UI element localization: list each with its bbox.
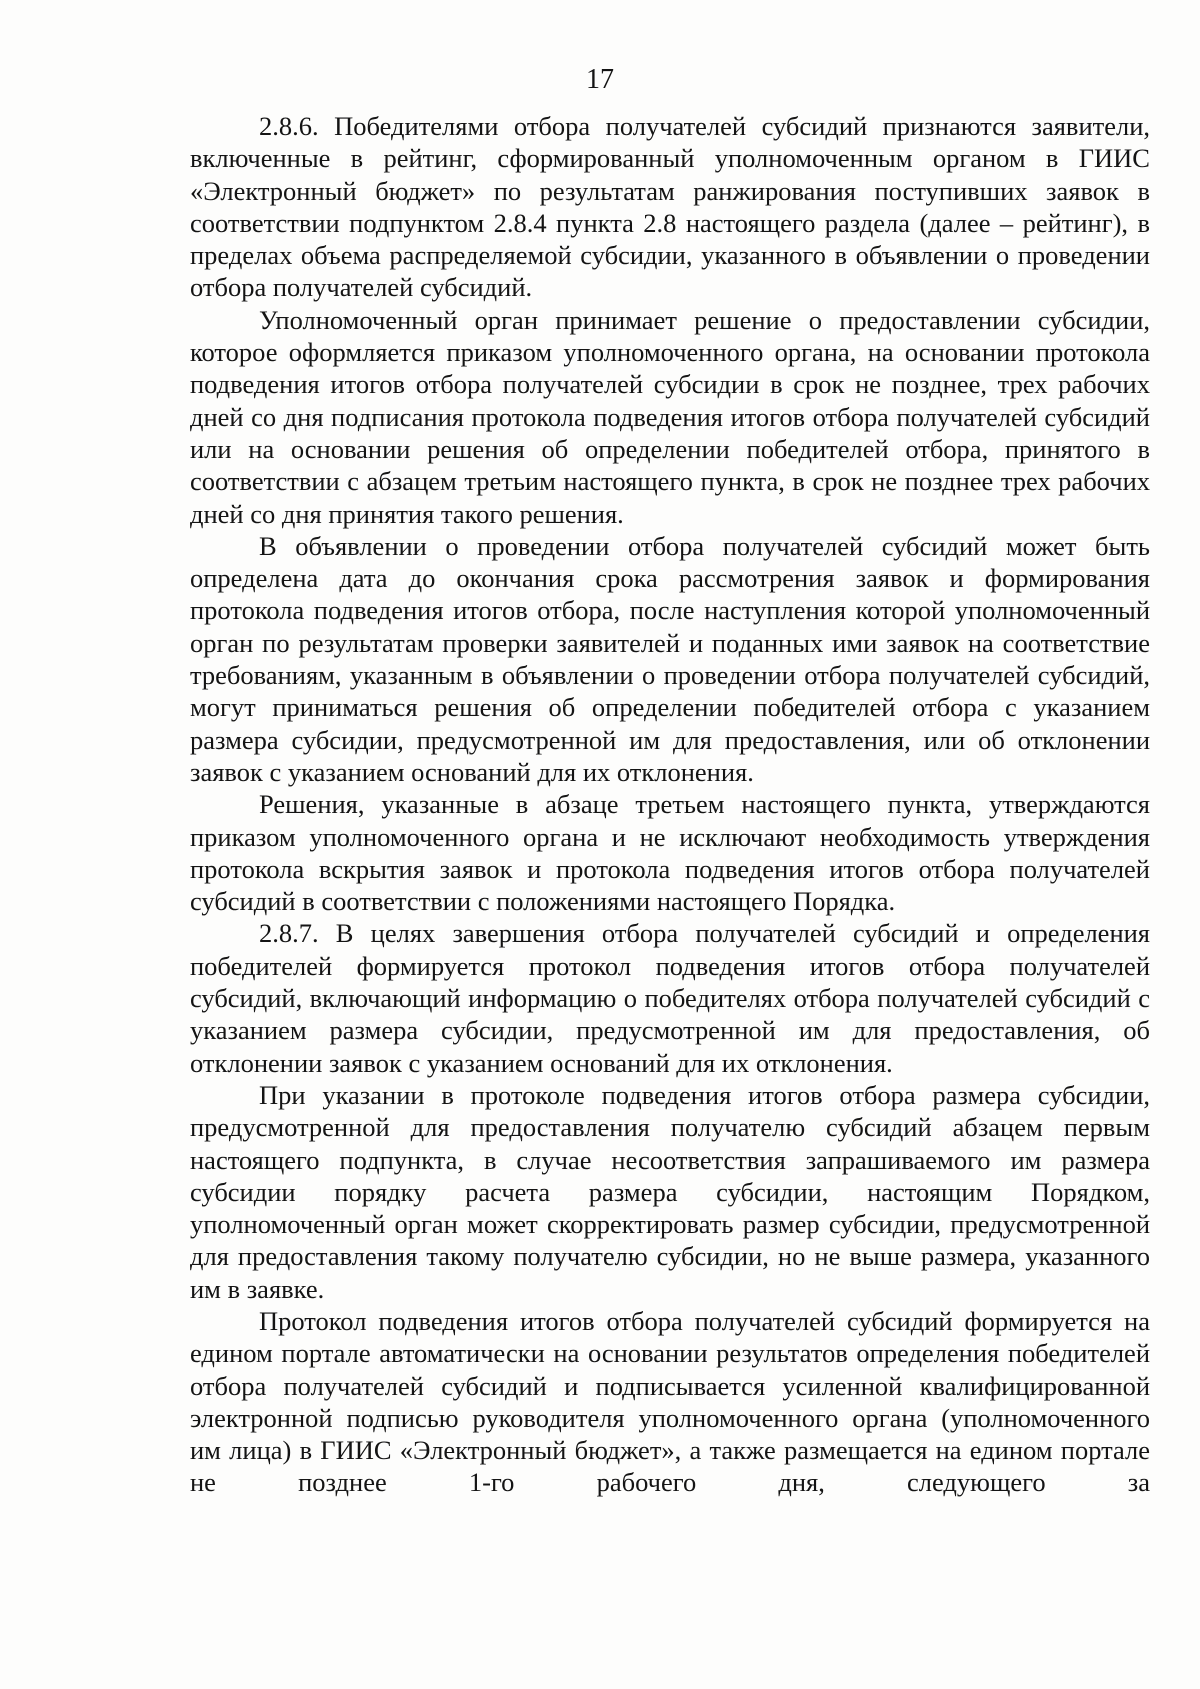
paragraph-2-8-7: 2.8.7. В целях завершения отбора получателей субсидий и определения победителей формируется протокол подведения итогов отбора получателей субсидий, включающий информацию о победителях отбора получателей субсидий с указанием размера субсидии, предусмотренной им для предоставления, об отклонении заявок с указанием оснований для их отклонения. bbox=[190, 918, 1150, 1078]
paragraph-decision-on-subsidy: Уполномоченный орган принимает решение о предоставлении субсидии, которое оформляется приказом уполномоченного органа, на основании протокола подведения итогов отбора получателей субсидии в срок не позднее, трех рабочих дней со дня подписания протокола подведения итогов отбора получателей субсидий или на основании решения об определении победителей отбора, принятого в соответствии с абзацем третьим настоящего пункта, в срок не позднее трех рабочих дней со дня принятия такого решения. bbox=[190, 304, 1150, 529]
paragraph-subsidy-size-correction: При указании в протоколе подведения итогов отбора размера субсидии, предусмотренной для предоставления получателю субсидий абзацем первым настоящего подпункта, в случае несоответствия запрашиваемого им размера субсидии порядку расчета размера субсидии, настоящим Порядком, уполномоченный орган может скорректировать размер субсидии, предусмотренной для предоставления такому получателю субсидии, но не выше размера, указанного им в заявке. bbox=[190, 1079, 1150, 1304]
page-number: 17 bbox=[586, 64, 614, 95]
paragraph-announcement-date: В объявлении о проведении отбора получателей субсидий может быть определена дата до окончания срока рассмотрения заявок и формирования протокола подведения итогов отбора, после наступления которой уполномоченный орган по результатам проверки заявителей и поданных ими заявок на соответствие требованиям, указанным в объявлении о проведении отбора получателей субсидий, могут приниматься решения об определении победителей отбора с указанием размера субсидии, предусмотренной им для предоставления, или об отклонении заявок с указанием оснований для их отклонения. bbox=[190, 530, 1150, 787]
paragraph-decisions-approval: Решения, указанные в абзаце третьем настоящего пункта, утверждаются приказом уполномоченного органа и не исключают необходимость утверждения протокола вскрытия заявок и протокола подведения итогов отбора получателей субсидий в соответствии с положениями настоящего Порядка. bbox=[190, 789, 1150, 917]
document-body bbox=[190, 110, 1150, 1499]
paragraph-protocol-formation: Протокол подведения итогов отбора получателей субсидий формируется на едином портале автоматически на основании результатов определения победителей отбора получателей субсидий и подписывается усиленной квалифицированной электронной подписью руководителя уполномоченного органа (уполномоченного им лица) в ГИИС «Электронный бюджет», а также размещается на едином портале не позднее 1-го рабочего дня, следующего за bbox=[190, 1305, 1150, 1498]
paragraph-2-8-6: 2.8.6. Победителями отбора получателей субсидий признаются заявители, включенные в рейтинг, сформированный уполномоченным органом в ГИИС «Электронный бюджет» по результатам ранжирования поступивших заявок в соответствии подпунктом 2.8.4 пункта 2.8 настоящего раздела (далее – рейтинг), в пределах объема распределяемой субсидии, указанного в объявлении о проведении отбора получателей субсидий. bbox=[190, 111, 1150, 303]
